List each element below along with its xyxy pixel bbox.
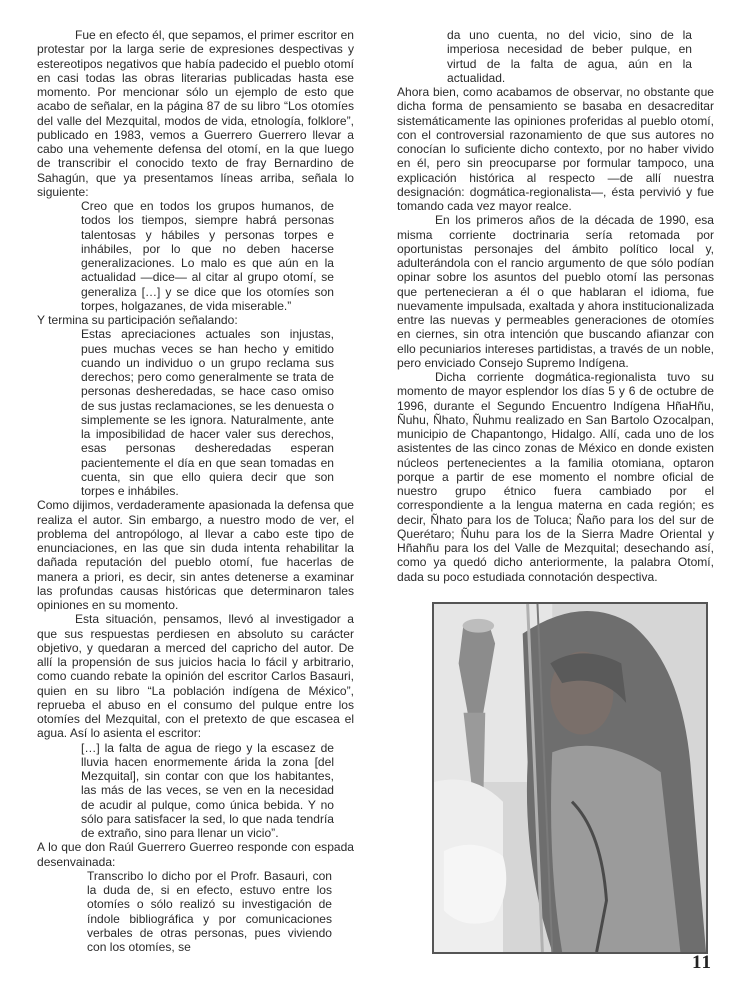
paragraph: Y termina su participación señalando: — [37, 313, 238, 327]
paragraph: A lo que don Raúl Guerrero Guerreo responde con espada desenvainada: — [37, 840, 354, 869]
paragraph: Como dijimos, verdaderamente apasionada la defensa que realiza el autor. Sin embargo, a nuestro modo de ver, el problema del antropólogo, al llevar a cabo este tipo de enunciaciones, en las que sin duda intenta rehabilitar la dañada reputación del pueblo otomí, fue hacerlas de manera a priori, es decir, sin antes detenerse a examinar las profundas causas históricas que determinaron tales opiniones en su momento. — [37, 498, 354, 612]
block-quote-continued: da uno cuenta, no del vicio, sino de la imperiosa necesidad de beber pulque, en virtud de la falta de agua, aún en la actualidad. — [447, 28, 692, 85]
block-quote: Transcribo lo dicho por el Profr. Basauri, con la duda de, si en efecto, estuvo entre los otomíes o sólo realizó su investigación de índole bibliográfica y por comunicaciones verbales de otras personas, pues viviendo con los otomíes, se — [87, 868, 332, 954]
paragraph: En los primeros años de la década de 1990, esa misma corriente doctrinaria sería retomada por oportunistas personajes del ámbito político local y, adulterándola con el rancio argumento de que sólo podían opinar sobre los asuntos del pueblo otomí las personas que pertenecieran a él o que hablaran el idioma, fue nuevamente impulsada, exaltada y ahora institucionalizada entre las nuevas y permeables generaciones de otomíes en ciernes, sin otra intención que buscando afianzar con ello pecuniarios intereses partidistas, a través de un noble, pero enviciado Consejo Supremo Indígena. — [397, 213, 714, 370]
paragraph: Dicha corriente dogmática-regionalista tuvo su momento de mayor esplendor los días 5 y 6 de octubre de 1996, durante el Segundo Encuentro Indígena HñaHñu, Ñuhu, Ñhato, Ñuhmu realizado en San Bartolo Ozocalpan, municipio de Chapantongo, Hidalgo. Allí, cada uno de los asistentes de las cinco zonas de México en donde existen núcleos pertenecientes a la familia otomiana, optaron porque a partir de ese momento el nombre oficial de nuestro grupo étnico fuera cambiado por el correspondiente a la lengua materna en cada región; es decir, Ñhato para los de Toluca; Ñaño para los del sur de Querétaro; Ñuhu para los de la Sierra Madre Oriental y Hñahñu para los del Valle de Mezquital; desechando así, como ya quedó dicho anteriormente, la palabra Otomí, dada su poco estudiada connotación despectiva. — [397, 370, 714, 584]
left-column — [37, 28, 354, 954]
page-number: 11 — [692, 952, 712, 973]
paragraph: Esta situación, pensamos, llevó al investigador a que sus respuestas perdiesen en absoluto su carácter objetivo, y quedaran a merced del capricho del autor. De allí la propensión de sus juicios hacia lo fácil y arbitrario, como cuando rebate la opinión del escritor Carlos Basauri, quien en su libro “La población indígena de México”, reprueba el abuso en el consumo del pulque entre los otomíes del Mezquital, con el pretexto de que escasea el agua. Así lo asienta el escritor: — [37, 612, 354, 741]
block-quote: […] la falta de agua de riego y la escasez de lluvia hacen enormemente árida la zona [del Mezquital], sin contar con que los habitantes, las más de las veces, se ven en la necesidad de acudir al pulque, como única bebida. Y no sólo para satisfacer la sed, lo que nada tendría de extraño, sino para llenar un vicio”. — [81, 740, 334, 840]
block-quote: Creo que en todos los grupos humanos, de todos los tiempos, siempre habrá personas talentosas y hábiles y personas torpes e inhábiles, por lo que no deben hacerse generalizaciones. Lo malo es que aún en la actualidad —dice— al citar al grupo otomí, se generaliza […] y se dice que los otomíes son torpes, holgazanes, de vida miserable.” — [81, 199, 334, 313]
photo-illustration — [434, 604, 706, 952]
photo-otomi-woman — [432, 602, 708, 954]
paragraph: Ahora bien, como acabamos de observar, no obstante que dicha forma de pensamiento se basaba en desacreditar sistemáticamente las opiniones proferidas al pueblo otomí, con el controversial razonamiento de que sus autores no conocían lo suficiente dicho contexto, por no haber vivido en él, pero sin preocuparse por formular tampoco, una explicación histórica al respecto —de allí nuestra designación: dogmática-regionalista—, ésta pervivió y fue tomando cada vez mayor realce. — [397, 85, 714, 213]
paragraph: Fue en efecto él, que sepamos, el primer escritor en protestar por la larga serie de expresiones despectivas y estereotipos negativos que había padecido el pueblo otomí en casi todas las obras literarias publicadas hasta ese momento. Por mencionar sólo un ejemplo de esto que acabo de señalar, en la página 87 de su libro “Los otomíes del valle del Mezquital, modos de vida, etnología, folklore”, publicado en 1983, vemos a Guerrero Guerrero llevar a cabo una vehemente defensa del otomí, en la que luego de transcribir el conocido texto de fray Bernardino de Sahagún, que ya presentamos líneas arriba, señala lo siguiente: — [37, 28, 354, 199]
right-column — [397, 28, 714, 584]
block-quote: Estas apreciaciones actuales son injustas, pues muchas veces se han hecho y emitido cuando un individuo o un grupo reclama sus derechos; pero como generalmente se trata de personas desheredadas, se hace caso omiso de sus justas reclamaciones, se les denuesta o simplemente se les ignora. Naturalmente, ante la imposibilidad de hacer valer sus derechos, esas personas desheredadas esperan pacientemente el día en que sean tomadas en cuenta, sin que ello quiera decir que son torpes e inhábiles. — [81, 327, 334, 498]
